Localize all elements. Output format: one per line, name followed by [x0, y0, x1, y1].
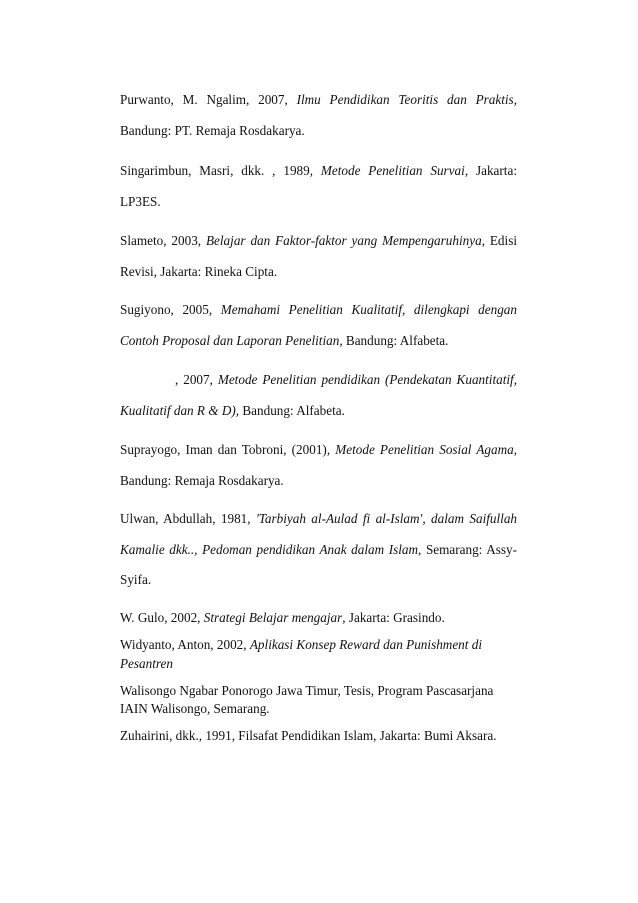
reference-text: , Edisi: [481, 233, 517, 248]
reference-title: Metode Penelitian pendidikan (Pendekatan Kuantitatif,: [217, 372, 518, 387]
reference-title: Aplikasi Konsep Reward dan Punishment di: [249, 637, 482, 652]
reference-text: Sugiyono, 2005,: [120, 302, 221, 317]
reference-title: Belajar dan Faktor-faktor yang Mempengaruhinya: [205, 233, 482, 248]
reference-line: [120, 163, 517, 179]
reference-text: Bandung: Alfabeta.: [239, 403, 345, 418]
reference-line: [175, 372, 517, 388]
reference-title: Strategi Belajar mengajar: [203, 610, 343, 625]
reference-line: [120, 610, 445, 626]
reference-text: , Semarang: Assy-: [418, 542, 517, 557]
reference-text: , Bandung: Alfabeta.: [339, 333, 449, 348]
reference-line: [120, 264, 277, 280]
reference-title: Kualitatif dan R & D),: [120, 403, 240, 418]
reference-line: [120, 572, 151, 588]
reference-line: [120, 683, 493, 699]
reference-line: [120, 92, 517, 108]
reference-text: W. Gulo, 2002,: [120, 610, 204, 625]
reference-text: , Jakarta:: [464, 163, 517, 178]
reference-title: Metode Penelitian Survai: [320, 163, 465, 178]
reference-text: Zuhairini, dkk., 1991, Filsafat Pendidikan Islam, Jakarta: Bumi Aksara.: [120, 728, 497, 743]
reference-text: Syifa.: [120, 572, 152, 587]
reference-line: [120, 403, 345, 419]
reference-text: Purwanto, M. Ngalim, 2007,: [120, 92, 297, 107]
reference-text: , 2007,: [175, 372, 218, 387]
reference-line: [120, 701, 270, 717]
reference-title: Contoh Proposal dan Laporan Penelitian: [120, 333, 340, 348]
reference-text: IAIN Walisongo, Semarang.: [120, 701, 270, 716]
reference-line: [120, 442, 517, 458]
reference-title: Memahami Penelitian Kualitatif, dilengkapi dengan: [220, 302, 517, 317]
reference-line: [120, 637, 482, 653]
reference-text: , Jakarta: Grasindo.: [342, 610, 445, 625]
reference-line: [120, 233, 517, 249]
reference-line: [120, 656, 173, 672]
reference-title: Kamalie dkk.., Pedoman pendidikan Anak dalam Islam: [120, 542, 419, 557]
reference-text: Singarimbun, Masri, dkk. , 1989,: [120, 163, 321, 178]
reference-title: 'Tarbiyah al-Aulad fi al-Islam', dalam Saifullah: [255, 511, 518, 526]
reference-text: Bandung: Remaja Rosdakarya.: [120, 473, 284, 488]
reference-line: [120, 728, 497, 744]
reference-text: Walisongo Ngabar Ponorogo Jawa Timur, Tesis, Program Pascasarjana: [120, 683, 494, 698]
reference-title: Metode Penelitian Sosial Agama,: [335, 442, 518, 457]
reference-text: LP3ES.: [120, 194, 161, 209]
reference-text: Suprayogo, Iman dan Tobroni, (2001),: [120, 442, 336, 457]
reference-line: [120, 302, 517, 318]
reference-text: Ulwan, Abdullah, 1981,: [120, 511, 256, 526]
reference-text: Slameto, 2003,: [120, 233, 206, 248]
reference-line: [120, 333, 448, 349]
reference-line: [120, 194, 161, 210]
reference-title: Ilmu Pendidikan Teoritis dan Praktis,: [296, 92, 517, 107]
reference-text: Bandung: PT. Remaja Rosdakarya.: [120, 123, 305, 138]
reference-line: [120, 511, 517, 527]
reference-line: [120, 473, 284, 489]
reference-text: Revisi, Jakarta: Rineka Cipta.: [120, 264, 278, 279]
reference-line: [120, 542, 517, 558]
reference-title: Pesantren: [120, 656, 173, 671]
reference-line: [120, 123, 305, 139]
reference-text: Widyanto, Anton, 2002,: [120, 637, 250, 652]
